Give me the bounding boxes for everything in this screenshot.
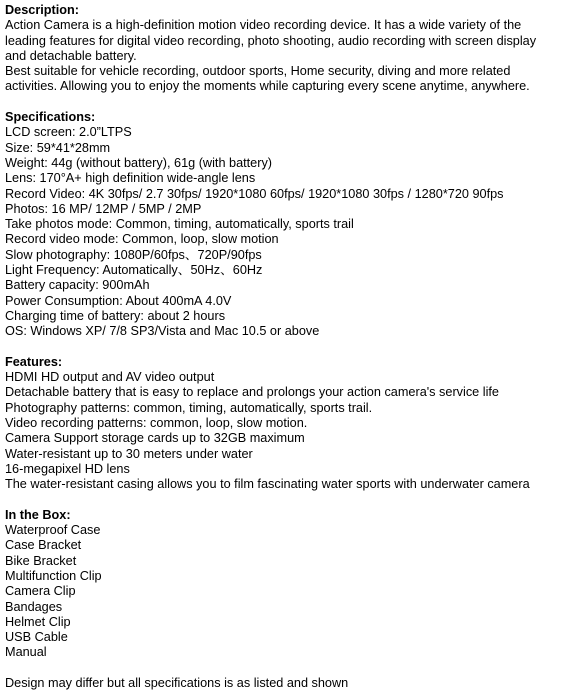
spec-line: Light Frequency: Automatically、50Hz、60Hz — [5, 263, 263, 278]
description-lines — [5, 18, 571, 94]
specifications-heading: Specifications: — [5, 110, 96, 125]
box-item: Bike Bracket — [5, 553, 77, 568]
box-item: Case Bracket — [5, 538, 82, 553]
description-line: leading features for digital video recording, photo shooting, audio recording with screen display — [5, 33, 537, 48]
spec-line: Lens: 170°A+ high definition wide-angle lens — [5, 171, 256, 186]
description-heading: Description: — [5, 3, 80, 17]
spec-line: Charging time of battery: about 2 hours — [5, 308, 226, 323]
spec-line: Record Video: 4K 30fps/ 2.7 30fps/ 1920*1080 60fps/ 1920*1080 30fps / 1280*720 90fps — [5, 186, 504, 201]
box-item: Waterproof Case — [5, 523, 101, 538]
spec-line: Size: 59*41*28mm — [5, 140, 111, 155]
in-the-box-section — [5, 508, 571, 661]
box-item: Manual — [5, 645, 47, 660]
box-item: Camera Clip — [5, 584, 76, 599]
spec-line: Take photos mode: Common, timing, automatically, sports trail — [5, 217, 354, 232]
description-section — [5, 3, 571, 95]
in-the-box-list — [5, 523, 571, 661]
footer-note: Design may differ but all specifications is as listed and shown — [5, 676, 349, 691]
box-item: Helmet Clip — [5, 614, 71, 629]
specifications-section — [5, 110, 571, 339]
feature-line: Photography patterns: common, timing, automatically, sports trail. — [5, 400, 373, 415]
description-line: Action Camera is a high-definition motion video recording device. It has a wide variety of the — [5, 18, 522, 33]
box-item: Multifunction Clip — [5, 568, 102, 583]
box-item: USB Cable — [5, 630, 68, 645]
feature-line: HDMI HD output and AV video output — [5, 370, 215, 385]
description-line: and detachable battery. — [5, 48, 137, 63]
spec-line: Slow photography: 1080P/60fps、720P/90fps — [5, 247, 262, 262]
spec-line: Power Consumption: About 400mA 4.0V — [5, 293, 232, 308]
spec-line: Photos: 16 MP/ 12MP / 5MP / 2MP — [5, 201, 202, 216]
box-item: Bandages — [5, 599, 63, 614]
specifications-list — [5, 125, 571, 339]
spec-line: Battery capacity: 900mAh — [5, 278, 150, 293]
feature-line: Camera Support storage cards up to 32GB maximum — [5, 431, 305, 446]
feature-line: The water-resistant casing allows you to film fascinating water sports with underwater camera — [5, 477, 530, 492]
features-list — [5, 370, 571, 492]
features-section — [5, 355, 571, 493]
in-the-box-heading: In the Box: — [5, 507, 71, 522]
spec-line: LCD screen: 2.0”LTPS — [5, 125, 132, 140]
feature-line: Water-resistant up to 30 meters under water — [5, 446, 253, 461]
features-heading: Features: — [5, 354, 63, 369]
feature-line: Video recording patterns: common, loop, slow motion. — [5, 416, 308, 431]
spec-line: Record video mode: Common, loop, slow motion — [5, 232, 279, 247]
spec-line: OS: Windows XP/ 7/8 SP3/Vista and Mac 10.5 or above — [5, 324, 320, 339]
description-line: Best suitable for vehicle recording, outdoor sports, Home security, diving and more related — [5, 64, 511, 79]
description-line: activities. Allowing you to enjoy the moments while capturing every scene anytime, anywhere. — [5, 79, 530, 94]
feature-line: Detachable battery that is easy to replace and prolongs your action camera's service life — [5, 385, 499, 400]
spec-line: Weight: 44g (without battery), 61g (with battery) — [5, 155, 273, 170]
feature-line: 16-megapixel HD lens — [5, 461, 130, 476]
